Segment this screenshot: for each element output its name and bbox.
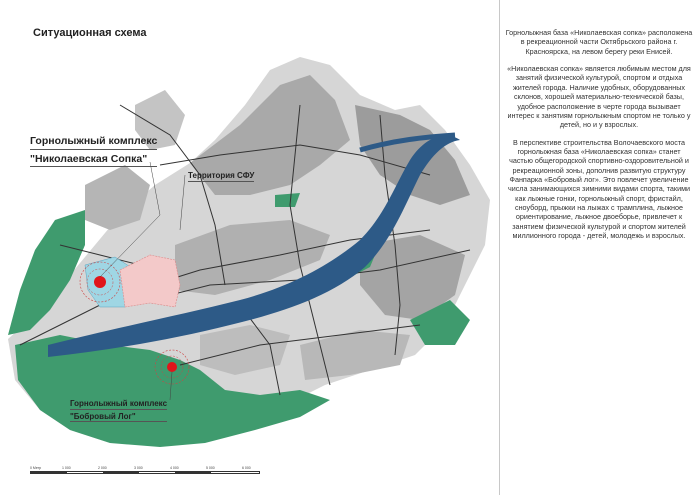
description-column (505, 28, 693, 249)
scale-tick-label: 3 000 (134, 466, 143, 470)
scale-segment (103, 472, 139, 473)
scale-bar (30, 466, 260, 476)
bobrovy-log-label-line1: Горнолыжный комплекс (70, 399, 168, 408)
scale-segment (31, 472, 67, 473)
scale-tick-label: 2 000 (98, 466, 107, 470)
scale-tick-label: 1 000 (62, 466, 71, 470)
description-paragraph-1: Горнолыжная база «Николаевская сопка» расположена в рекреационной части Октябрьского района г. Красноярска, на левом берегу реки Енисей. (505, 28, 693, 56)
nikolaevskaya-label-line2: "Николаевская Сопка" (30, 153, 157, 168)
scale-tick-label: 6 000 (242, 466, 251, 470)
nikolaevskaya-label (30, 135, 157, 167)
bobrovy-log-label (70, 399, 167, 422)
nikolaevskaya-label-line1: Горнолыжный комплекс (30, 135, 157, 150)
bobrovy-log-label-line2: "Бобровый Лог" (70, 412, 167, 423)
page-title: Ситуационная схема (33, 27, 147, 39)
scale-tick-label: 4 000 (170, 466, 179, 470)
description-paragraph-3: В перспективе строительства Волочаевского моста горнолыжная база «Николаевская сопка» станет частью общегородской спортивно-оздоровительной и рекреационной зоны, дополнив развитую структуру Фанпарка «Бобровый лог». Это повлечет увеличение числа занимающихся зимними видами спорта, такими как лыжные гонки, горнолыжный спорт, фристайл, сноуборд, прыжки на лыжах с трамплина, лыжное ориентирование, лыжное двоеборье, привлечет к занятием физической культурой и спортом жителей миллионного города - детей, молодежь и взрослых. (507, 137, 691, 241)
sfu-label: Территория СФУ (188, 171, 255, 180)
description-paragraph-2: «Николаевская сопка» является любимым местом для занятий физической культурой, спортом и отдыха жителей города. Наличие удобных, оборудованных склонов, хорошей материально-технической базы, удобное расположение в черте города вызывает интерес к занятиям горнолыжным спортом не только у детей, но и у взрослых. (507, 64, 691, 130)
column-divider (499, 0, 500, 495)
scale-bar-track (30, 471, 260, 474)
scale-segment (175, 472, 211, 473)
scale-tick-label: 0 Метр (30, 466, 42, 470)
scale-tick-label: 5 000 (206, 466, 215, 470)
